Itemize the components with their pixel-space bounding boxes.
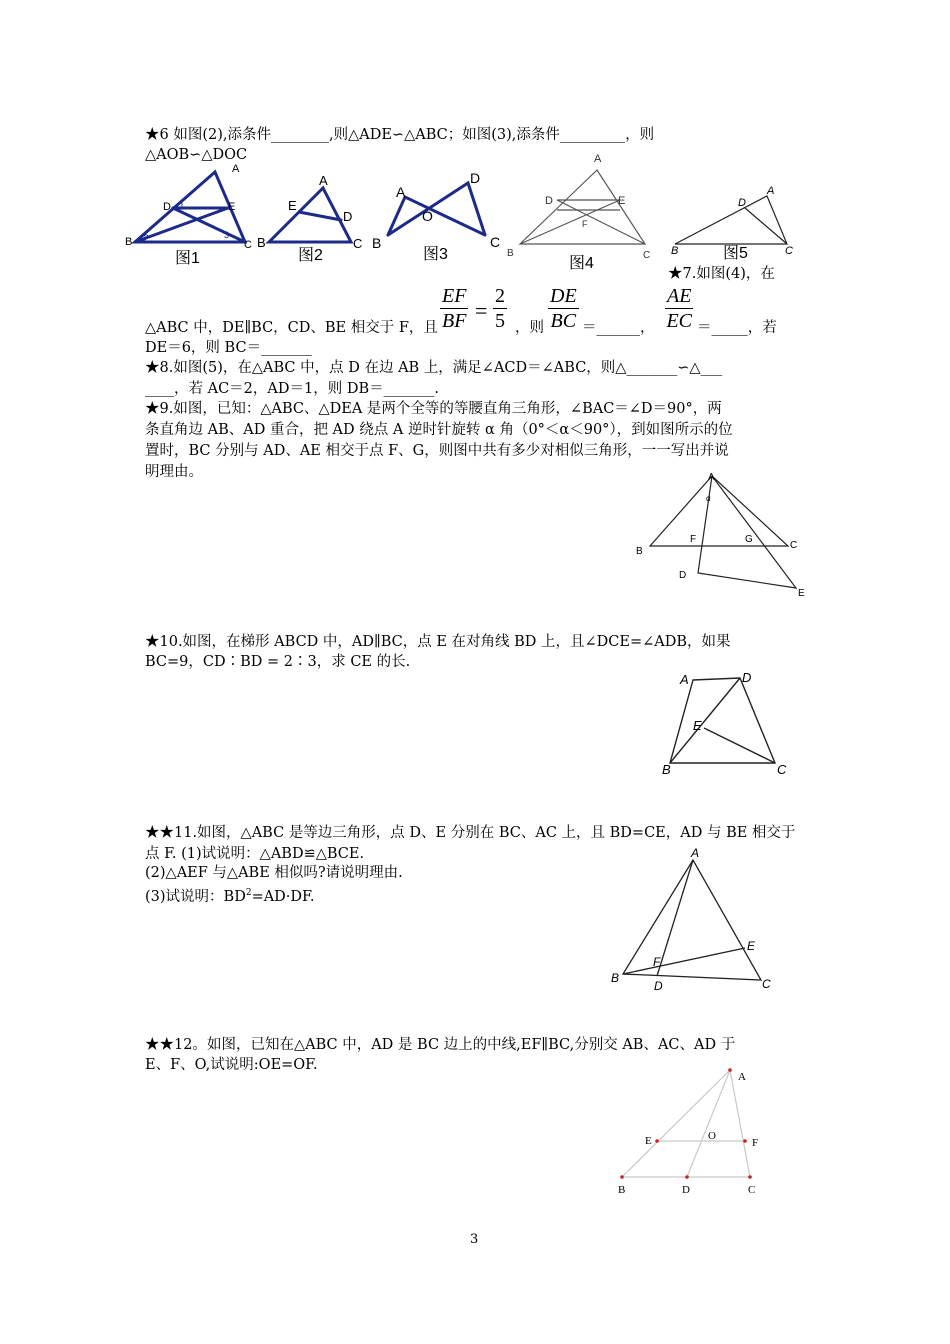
q7-equals: = [475, 298, 488, 323]
q9-line4: 明理由。 [145, 464, 203, 480]
q10-line2: BC=9，CD∶BD = 2∶3，求 CE 的长. [145, 654, 411, 670]
fig2-label-d: D [343, 209, 353, 224]
fig10-label-b: B [662, 762, 671, 777]
fig11-label-c: C [762, 977, 771, 991]
fig1-label-a: A [232, 163, 240, 175]
fig2-label-e: E [288, 198, 297, 213]
q7-fraction-de-bc [548, 284, 579, 333]
fig12-label-c: C [748, 1184, 756, 1196]
fig5-label-a: A [767, 185, 775, 197]
fig9-label-f: F [690, 534, 697, 545]
q11-line4 [145, 882, 314, 908]
fig12-label-o: O [708, 1130, 716, 1142]
fig3-label-b: B [372, 235, 382, 251]
q7-frac2-den: 5 [495, 310, 505, 332]
q7-frac4-den: EC [666, 310, 692, 332]
fig12-label-b: B [618, 1184, 626, 1196]
fig1-caption: 图1 [175, 250, 200, 267]
fig5-label-c: C [785, 245, 793, 257]
page-number: 3 [470, 1232, 479, 1247]
fig9-label-c: C [790, 540, 798, 551]
q7-blank2: ＝_____，若 [697, 320, 777, 336]
fig2-label-a: A [319, 173, 328, 188]
q9-line1: ★9.如图，已知：△ABC、△DEA 是两个全等的等腰直角三角形，∠BAC＝∠D＝90°，两 [145, 401, 722, 417]
fig4-caption: 图4 [569, 255, 594, 272]
q12-line2: E、F、O,试说明:OE=OF. [145, 1057, 318, 1073]
q7-frac3-den: BC [550, 310, 577, 332]
fig2-label-c: C [353, 236, 363, 251]
fig2-label-b: B [257, 235, 266, 250]
fig3-label-o: O [422, 208, 433, 224]
fig4-label-b: B [507, 248, 514, 259]
figure-3 [370, 165, 510, 270]
fig9-label-a: A [708, 472, 715, 483]
q11-line1: ★★11.如图，△ABC 是等边三角形，点 D、E 分别在 BC、AC 上，且 BD=CE，AD 与 BE 相交于 [145, 825, 796, 841]
fig1-label-e: E [228, 201, 236, 213]
q9-line3: 置时，BC 分别与 AD、AE 相交于点 F、G，则图中共有多少对相似三角形，一一写出并说 [145, 443, 729, 459]
fig1-label-1: 1 [179, 200, 185, 211]
fig5-caption: 图5 [723, 245, 748, 262]
q9-line2: 条直角边 AB、AD 重合，把 AD 绕点 A 逆时针旋转 α 角（0°＜α＜90°），到如图所示的位 [145, 422, 733, 438]
q7-fraction-ae-ec [665, 284, 693, 333]
fig4-label-d: D [545, 195, 553, 207]
fig5-label-d: D [738, 197, 746, 209]
figure-q9 [630, 468, 810, 603]
figure-2 [255, 170, 370, 270]
fig4-label-a: A [594, 153, 602, 165]
fig3-label-c: C [490, 234, 501, 250]
fig12-label-f: F [752, 1137, 759, 1149]
q7-frac3-num: DE [550, 285, 577, 307]
fig4-label-e: E [618, 195, 626, 207]
fig12-label-a: A [738, 1071, 746, 1083]
fig3-label-d: D [470, 170, 481, 186]
q7-then: ，则 [515, 320, 544, 336]
fig11-label-e: E [747, 939, 756, 953]
fig4-label-c: C [643, 250, 651, 261]
fig10-label-a: A [680, 672, 689, 687]
fig5-label-b: B [671, 245, 679, 257]
fig10-label-e: E [693, 718, 702, 733]
fig11-label-b: B [611, 971, 620, 985]
q7-blank1: ＝______， [582, 320, 655, 336]
q7-line3: DE＝6，则 BC＝_______ [145, 340, 312, 356]
q7-frac1-num: EF [442, 285, 467, 307]
fig4-label-f: F [582, 219, 588, 229]
fig1-label-3: 3 [224, 230, 230, 240]
fig1-label-b: B [125, 236, 133, 248]
fig9-label-alpha: α [706, 494, 711, 503]
q11-line3: (2)△AEF 与△ABE 相似吗?请说明理由. [145, 865, 403, 881]
figure-1 [125, 160, 255, 270]
figure-5 [665, 180, 800, 265]
q7-frac2-num: 2 [495, 285, 505, 307]
figure-4 [505, 148, 660, 273]
fig10-label-d: D [742, 670, 752, 685]
q7-frac1-den: BF [442, 310, 467, 332]
fig1-label-d: D [163, 201, 171, 213]
fig9-label-g: G [745, 534, 753, 545]
q8-line2: ____，若 AC＝2，AD＝1，则 DB＝_______. [145, 381, 439, 397]
q11-line4-sup: 2 [245, 888, 252, 898]
fig11-label-f: F [653, 955, 661, 969]
q6-line1: ★6 如图(2),添条件________,则△ADE∽△ABC；如图(3),添条件_________，则 [145, 127, 655, 143]
q11-line4-a: (3)试说明：BD [145, 888, 246, 905]
q12-line1: ★★12。如图，已知在△ABC 中，AD 是 BC 边上的中线,EF∥BC,分别交 AB、AC、AD 于 [145, 1037, 736, 1053]
q7-frac4-num: AE [667, 285, 692, 307]
fig2-caption: 图2 [298, 247, 323, 264]
fig3-label-a: A [396, 184, 406, 200]
q7-intro: ★7.如图(4)，在 [668, 266, 775, 282]
q10-line1: ★10.如图，在梯形 ABCD 中，AD∥BC，点 E 在对角线 BD 上，且∠DCE=∠ADB，如果 [145, 634, 731, 650]
q8-line1: ★8.如图(5)，在△ABC 中，点 D 在边 AB 上，满足∠ACD＝∠ABC，则△_______∽△___ [145, 360, 723, 376]
q7-prefix: △ABC 中，DE∥BC，CD、BE 相交于 F，且 [145, 320, 438, 336]
fig10-label-c: C [777, 762, 787, 777]
fig12-label-e: E [645, 1135, 652, 1147]
fig1-label-c: C [244, 239, 252, 251]
q6-line2: △AOB∽△DOC [145, 147, 248, 163]
q11-line2: 点 F. (1)试说明：△ABD≌△BCE. [145, 846, 365, 862]
q7-fraction-ef-bf [440, 284, 468, 333]
fig9-label-d: D [679, 570, 687, 581]
figure-q11 [605, 842, 785, 997]
fig9-label-b: B [636, 546, 643, 557]
fig11-label-d: D [654, 979, 663, 993]
figure-q10 [660, 668, 795, 780]
fig12-label-d: D [682, 1184, 690, 1196]
fig11-label-a: A [691, 846, 700, 860]
figure-q12 [605, 1062, 780, 1202]
fig1-label-2: 2 [143, 233, 150, 245]
fig9-label-e: E [798, 588, 805, 599]
q11-line4-b: =AD·DF. [251, 888, 315, 905]
q7-fraction-2-5 [493, 284, 507, 333]
fig3-caption: 图3 [423, 246, 448, 263]
